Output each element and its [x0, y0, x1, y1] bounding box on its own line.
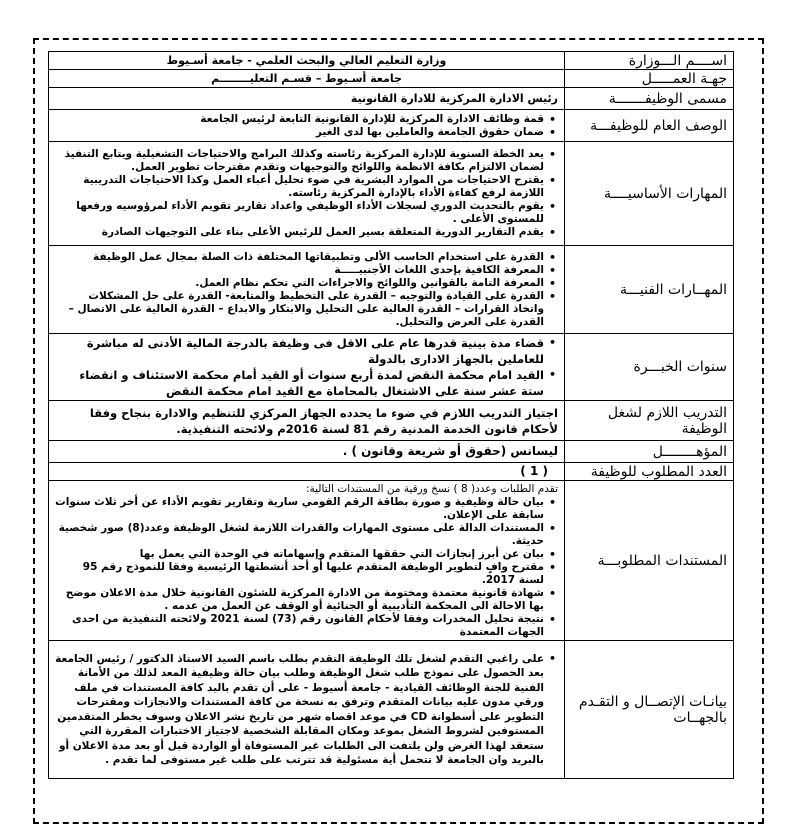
- list-item: • قضاء مدة بينية قدرها عام على الاقل فى وظيفة بالدرجة المالية الأدنى له مباشرة للعاملين بالجهاز الادارى بالدولة: [55, 335, 544, 367]
- training-text: اجتياز التدريب اللازم في ضوء ما يحدده الجهاز المركزي للتنظيم والادارة بنجاح وفقا لأحكام قانون الخدمة المدنية رقم 81 لسنة 2016م ولائحته التنفيذية.: [89, 405, 558, 436]
- row-workplace: [49, 70, 734, 88]
- row-basic-skills: [49, 142, 734, 246]
- documents-label: المستندات المطلوبـــة: [565, 481, 734, 641]
- basic-skills-label: المهارات الأساسيــــة: [565, 142, 734, 246]
- experience-list: [55, 335, 558, 399]
- job-announcement-table: [48, 51, 734, 779]
- list-item: • بيان عن أبرز إنجازات التي حققها المتقدم وإسهاماته في الوحدة التي يعمل بها: [55, 548, 544, 561]
- list-item: • القدرة على القيادة والتوجيه – القدرة على التخطيط والمتابعة- القدرة على حل المشكلات واتخاذ القرارات – القدرة العالية على التحليل والابتكار والابداع – القدرة العالية على الاتصال – القدرة على العرض والتحليل.: [55, 290, 544, 329]
- list-item: • يقترح الاحتياجات من الموارد البشرية في ضوء تحليل أعباء العمل وكذا الاحتياجات التدريبية اللازمة لرفع كفاءة الأداء بالإدارة المركزية رئاسته.: [55, 174, 544, 200]
- required-count-label: العدد المطلوب للوظيفة: [565, 463, 734, 481]
- list-item: • القدرة على استخدام الحاسب الألى وتطبيقاتها المختلفة ذات الصلة بمجال عمل الوظيفة: [55, 251, 544, 264]
- required-count-text: ( 1 ): [520, 464, 548, 478]
- contact-list: [55, 652, 558, 768]
- row-ministry: [49, 52, 734, 70]
- qualification-label: المؤهــــــــل: [565, 441, 734, 463]
- ministry-label: اســــم الـــوزارة: [565, 52, 734, 70]
- technical-skills-label: المهــارات الفنيـــة: [565, 246, 734, 334]
- experience-label: سنوات الخبـــرة: [565, 334, 734, 401]
- required-count-value: [49, 463, 565, 481]
- list-item: • يعد الخطة السنوية للإدارة المركزية رئاسته وكذلك البرامج والاحتياجات التشغيلية ويتابع التنفيذ لضمان الالتزام بكافة الانظمة واللوائح والتوجيهات وتقدم مقترحات تطوير العمل.: [55, 148, 544, 174]
- experience-value: [49, 334, 565, 401]
- list-item: • المستندات الدالة على مستوى المهارات والقدرات اللازمة لشغل الوظيفة وعدد(8) صور شخصية حديثة.: [55, 522, 544, 548]
- row-training: [49, 401, 734, 441]
- row-job-title: [49, 88, 734, 110]
- documents-list: [55, 496, 558, 639]
- list-item: • القيد امام محكمة النقض لمدة أربع سنوات أو القيد أمام محكمة الاستئناف و انقضاء ستة عشر سنة على الاشتغال بالمحاماة مع القيد امام محكمة النقض: [55, 367, 544, 399]
- row-general-description: [49, 110, 734, 142]
- workplace-label: جهـة العمـــــل: [565, 70, 734, 88]
- training-value: [49, 401, 565, 441]
- basic-skills-list: [55, 148, 558, 239]
- list-item: • المعرفة التامة بالقوانين واللوائح والاجراءات التي تحكم نظام العمل.: [55, 277, 544, 290]
- list-item: • يقدم التقارير الدورية المتعلقة بسير العمل للرئيس الأعلى بناء على التوجيهات الصادرة: [55, 226, 544, 239]
- qualification-value: [49, 441, 565, 463]
- row-experience: [49, 334, 734, 401]
- row-qualification: [49, 441, 734, 463]
- technical-skills-value: [49, 246, 565, 334]
- list-item: • على راغبي التقدم لشغل تلك الوظيفة التقدم بطلب باسم السيد الاستاذ الدكتور / رئيس الجامعة بعد الحصول على نموذج طلب شغل الوظيفة وطلب بيان حالة وظيفية المعد لذلك من الأمانة الفنية للجنة الوظائف القيادية - جامعة أسيوط - على أن تقدم باليد كافة المستندات في ملف ورقي مدون عليه بيانات المتقدم وترفق به نسخة من كافة المستندات والانجازات ومقترحات التطوير على أسطوانة CD في موعد اقصاه شهر من تاريخ نشر الاعلان وسوف يخطر المتقدمين المستوفين لشروط الشغل بموعد ومكان المقابلة الشخصية لاجتياز الاختبارات المقررة التي ستعقد لهذا الغرض ولن يلتفت الى الطلبات غير المستوفاة أو الواردة قبل أو بعد مدة الاعلان أو بالبريد وان الجامعة لا تتحمل أية مسئولية قد تترتب على طلب غير مستوفى لما تقدم .: [55, 652, 544, 768]
- row-documents: [49, 481, 734, 641]
- list-item: • بيان حالة وظيفية و صورة بطاقة الرقم القومي سارية وتقارير تقويم الأداء عن أخر ثلاث سنوات سابقة على الإعلان.: [55, 496, 544, 522]
- contact-value: [49, 641, 565, 779]
- row-required-count: [49, 463, 734, 481]
- row-technical-skills: [49, 246, 734, 334]
- basic-skills-value: [49, 142, 565, 246]
- list-item: • نتيجة تحليل المخدرات وفقا لأحكام القانون رقم (73) لسنة 2021 ولائحته التنفيذية من احدى الجهات المعتمدة: [55, 613, 544, 639]
- list-item: • شهادة قانونية معتمدة ومختومة من الادارة المركزية للشئون القانونية خلال مدة الاعلان موضح بها الاحالة الى المحكمة التأديبية أو الجنائية أو الوقف عن العمل من عدمه .: [55, 587, 544, 613]
- job-title-label: مسمى الوظيفـــــــة: [565, 88, 734, 110]
- list-item: • قمة وظائف الادارة المركزية للإدارة القانونية التابعة لرئيس الجامعة: [55, 113, 544, 126]
- row-contact: [49, 641, 734, 779]
- workplace-value: جامعة أسـيوط – قسـم التعليــــــــم: [49, 70, 565, 88]
- ministry-value: وزارة التعليم العالي والبحث العلمي - جامعة أسـيوط: [49, 52, 565, 70]
- general-description-label: الوصف العام للوظيفـــة: [565, 110, 734, 142]
- general-description-value: [49, 110, 565, 142]
- qualification-text: ليسانس (حقوق أو شريعة وقانون ) .: [342, 444, 558, 458]
- job-title-value: رئيس الادارة المركزية للادارة القانونية: [49, 88, 565, 110]
- documents-value: [49, 481, 565, 641]
- training-label: التدريب اللازم لشغل الوظيفة: [565, 401, 734, 441]
- list-item: • ضمان حقوق الجامعة والعاملين بها لدى الغير: [55, 126, 544, 139]
- contact-label: بيانـات الإتصــال و التقـدم بالجهــات: [565, 641, 734, 779]
- list-item: • مقترح وافٍ لتطوير الوظيفة المتقدم عليها أو أحد أنشطتها الرئيسية وفقا للنموذج رقم 95 لسنة 2017.: [55, 561, 544, 587]
- list-item: • يقوم بالتحديث الدوري لسجلات الأداء الوظيفي واعداد تقارير تقويم الأداء لمرؤوسيه ورفعها للمستوى الأعلى .: [55, 200, 544, 226]
- documents-intro: تقدم الطلبات وعدد( 8 ) نسخ ورقية من المستندات التالية:: [305, 482, 558, 495]
- technical-skills-list: [55, 251, 558, 329]
- list-item: • المعرفة الكافية بإحدى اللغات الأجنبيـــــة: [55, 264, 544, 277]
- general-description-list: [55, 113, 558, 139]
